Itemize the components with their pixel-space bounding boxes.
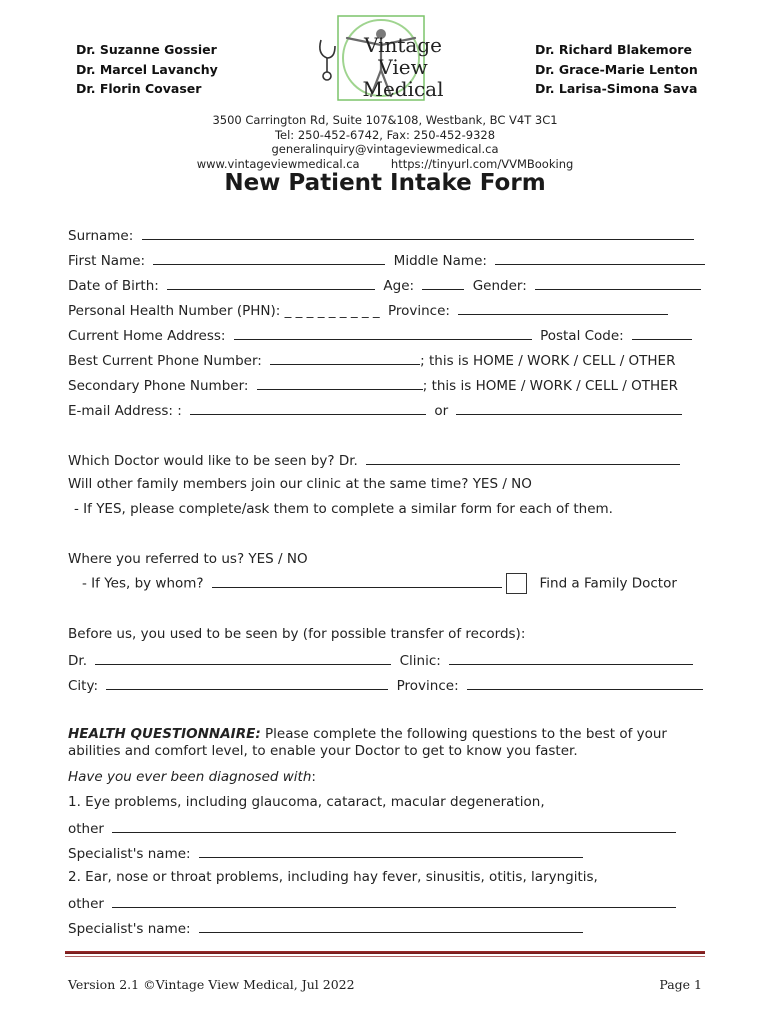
province-label: Province: [387,303,450,319]
secondary-phone-label: Secondary Phone Number: [68,378,249,394]
find-doctor-checkbox[interactable] [506,573,527,594]
question-1-other-field[interactable] [112,819,676,833]
dob-field[interactable] [167,276,375,290]
family-instruction: - If YES, please complete/ask them to complete a similar form for each of them. [74,501,613,517]
postal-label: Postal Code: [540,328,624,344]
clinic-phone: Tel: 250-452-6742, Fax: 250-452-9328 [274,127,496,142]
specialist-label: Specialist's name: [68,921,191,937]
or-text: or [434,403,449,419]
address-row [68,326,692,344]
contact-block [0,113,770,171]
postal-field[interactable] [632,326,692,340]
previous-doctor-row [68,651,693,669]
province-field[interactable] [458,301,668,315]
surname-row [68,226,694,244]
previous-city-label: City: [68,678,99,694]
previous-clinic-label: Clinic: [399,653,441,669]
diagnosed-row [68,769,316,785]
referral-by-field[interactable] [212,574,502,588]
best-phone-label: Best Current Phone Number: [68,353,262,369]
age-field[interactable] [422,276,464,290]
doctor-name: Dr. Grace-Marie Lenton [535,61,698,77]
footer-version: Version 2.1 ©Vintage View Medical, Jul 2022 [68,977,355,992]
doctor-name: Dr. Larisa-Simona Sava [535,81,698,96]
question-2-specialist-field[interactable] [199,919,583,933]
first-name-label: First Name: [68,253,146,269]
referral-question[interactable]: Where you referred to us? YES / NO [68,551,308,567]
question-1: 1. Eye problems, including glaucoma, cataract, macular degeneration, [68,794,545,810]
doctor-name: Dr. Florin Covaser [76,81,202,96]
diagnosed-colon: : [311,769,316,785]
phone-type-text: ; this is HOME / WORK / CELL / OTHER [420,353,676,369]
middle-name-field[interactable] [495,251,705,265]
doctors-right [535,40,698,99]
email-row [68,401,682,419]
doctors-left [76,40,218,99]
health-intro-2: abilities and comfort level, to enable your Doctor to get to know you faster. [68,743,578,759]
booking-link[interactable]: https://tinyurl.com/VVMBooking [390,156,574,171]
address-field[interactable] [234,326,532,340]
question-1-specialist-row [68,844,583,862]
diagnosed-label: Have you ever been diagnosed with [68,769,312,785]
specialist-label: Specialist's name: [68,846,191,862]
previous-city-field[interactable] [106,676,388,690]
previous-dr-label: Dr. [68,653,87,669]
question-2-specialist-row [68,919,583,937]
previous-clinic-field[interactable] [449,651,693,665]
secondary-phone-row [68,376,678,394]
surname-label: Surname: [68,228,134,244]
previous-dr-field[interactable] [95,651,391,665]
dob-row [68,276,701,294]
footer-page: Page 1 [659,977,702,992]
best-phone-field[interactable] [270,351,420,365]
health-intro-row [68,726,667,742]
family-question[interactable]: Will other family members join our clinic at the same time? YES / NO [68,476,532,492]
dob-label: Date of Birth: [68,278,159,294]
clinic-website[interactable]: www.vintageviewmedical.ca [196,156,360,171]
question-2-other-row [68,894,676,912]
phone-type-text: ; this is HOME / WORK / CELL / OTHER [422,378,679,394]
previous-province-label: Province: [396,678,459,694]
find-doctor-label: Find a Family Doctor [539,575,677,592]
page-title: New Patient Intake Form [224,170,546,196]
referral-by-label: - If Yes, by whom? [82,575,204,592]
doctor-name: Dr. Marcel Lavanchy [76,61,218,77]
phn-label[interactable]: Personal Health Number (PHN): _ _ _ _ _ _ _ _ _ [68,303,380,319]
email-alt-field[interactable] [456,401,682,415]
surname-field[interactable] [142,226,694,240]
first-name-field[interactable] [153,251,385,265]
gender-label: Gender: [472,278,527,294]
health-heading: HEALTH QUESTIONNAIRE: [68,726,261,742]
question-1-specialist-field[interactable] [199,844,583,858]
gender-field[interactable] [535,276,701,290]
clinic-logo [313,14,463,104]
previous-city-row [68,676,703,694]
clinic-email: generalinquiry@vintageviewmedical.ca [271,142,499,156]
address-label: Current Home Address: [68,328,226,344]
question-2: 2. Ear, nose or throat problems, including hay fever, sinusitis, otitis, laryngitis, [68,869,598,885]
email-field[interactable] [190,401,426,415]
phn-row [68,301,668,319]
age-label: Age: [383,278,415,294]
question-1-other-row [68,819,676,837]
other-label: other [68,821,104,837]
logo-line1: Vintage View [364,33,442,79]
doctor-choice-row [68,451,680,469]
logo-line2: Medical [362,77,444,101]
best-phone-row [68,351,675,369]
clinic-address: 3500 Carrington Rd, Suite 107&108, Westbank, BC V4T 3C1 [212,113,558,127]
previous-intro: Before us, you used to be seen by (for possible transfer of records): [68,626,526,642]
footer-divider-thin [65,956,705,957]
doctor-name: Dr. Richard Blakemore [535,42,692,57]
footer-divider [65,951,705,954]
previous-province-field[interactable] [467,676,703,690]
doctor-name: Dr. Suzanne Gossier [76,42,217,57]
health-intro: Please complete the following questions to the best of your [265,726,667,742]
doctor-choice-field[interactable] [366,451,680,465]
email-label: E-mail Address: : [68,403,182,419]
other-label: other [68,896,104,912]
doctor-choice-label: Which Doctor would like to be seen by? Dr. [68,453,358,469]
referral-row [82,573,677,594]
name-row [68,251,705,269]
question-2-other-field[interactable] [112,894,676,908]
secondary-phone-field[interactable] [257,376,423,390]
middle-name-label: Middle Name: [393,253,487,269]
